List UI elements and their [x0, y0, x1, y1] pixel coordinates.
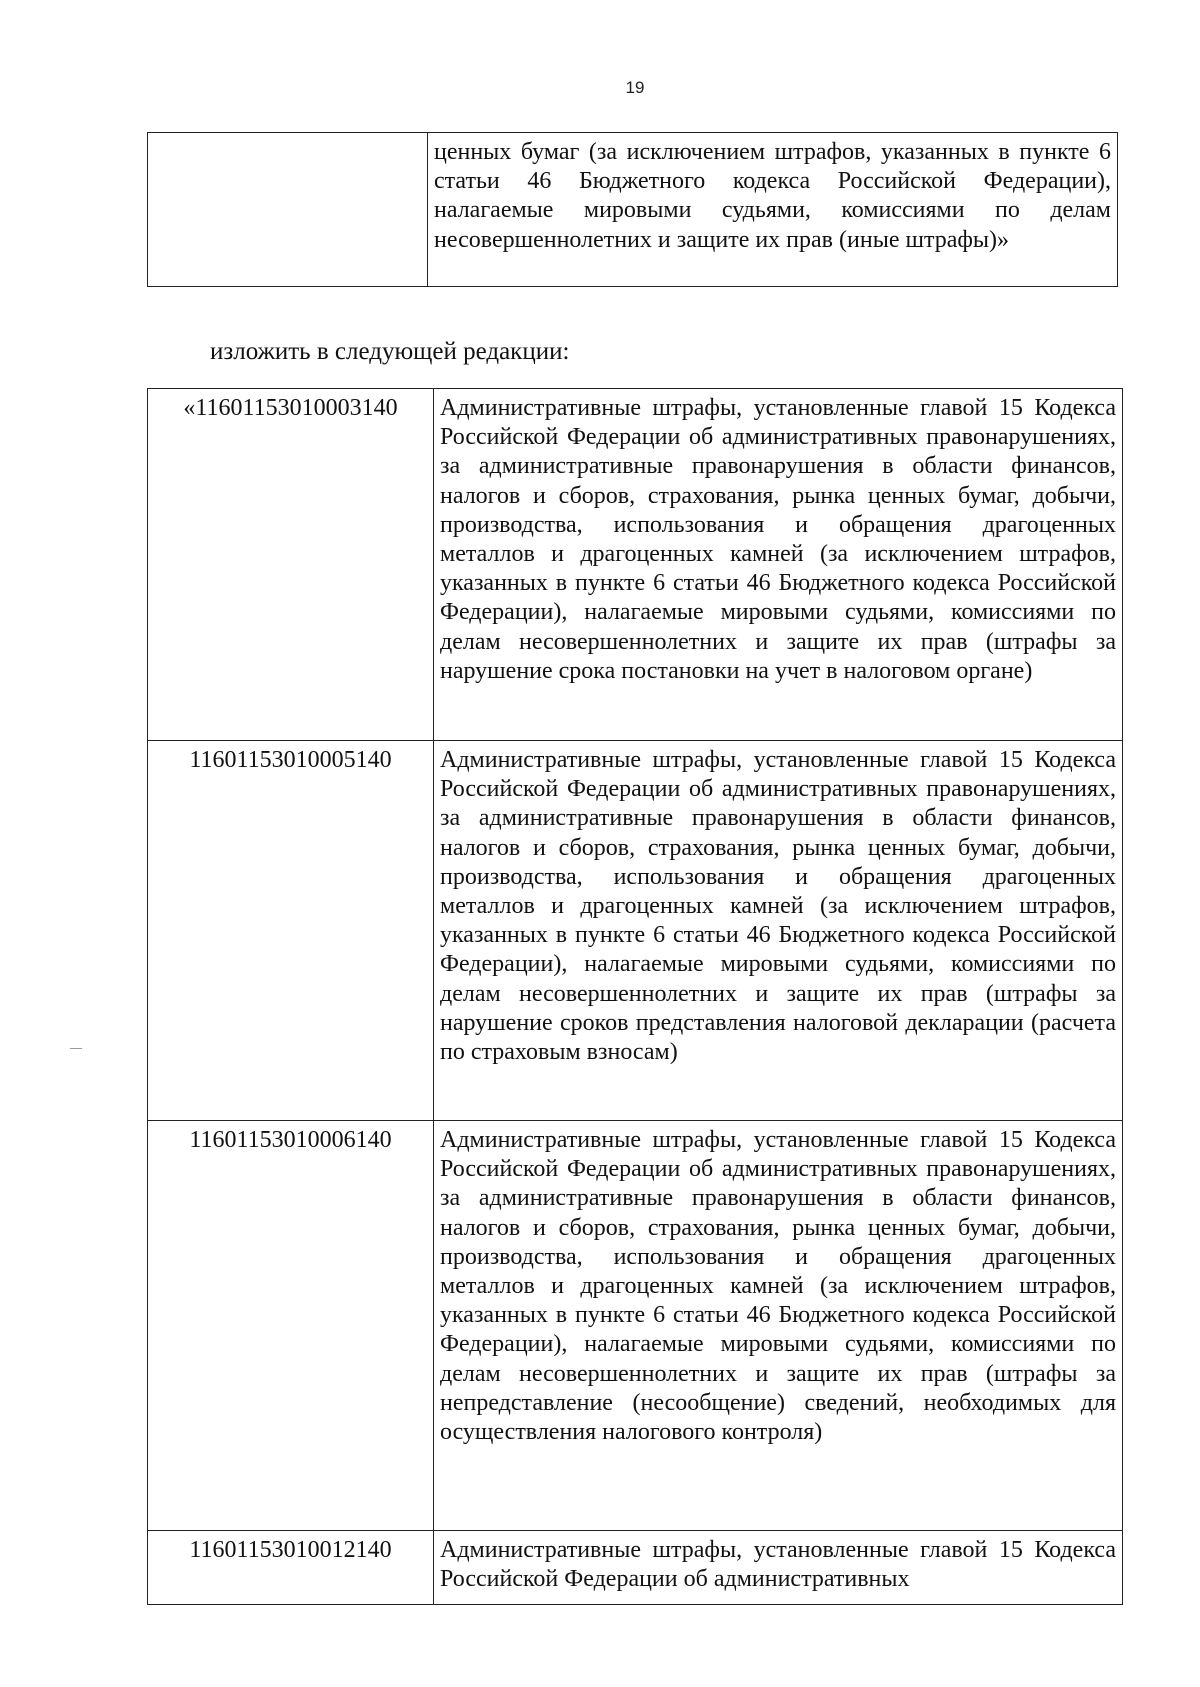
description-cell: Административные штрафы, установленные главой 15 Кодекса Российской Федерации об административных правонарушениях, за административные правонарушения в области финансов, налогов и сборов, страхования, рынка ценных бумаг, добычи, производства, использования и обращения драгоценных металлов и драгоценных камней (за исключением штрафов, указанных в пункте 6 статьи 46 Бюджетного кодекса Российской Федерации), налагаемые мировыми судьями, комиссиями по делам несовершеннолетних и защите их прав (штрафы за нарушение сроков представления налоговой декларации (расчета по страховым взносам): [434, 741, 1123, 1121]
budget-code-cell: [148, 133, 428, 287]
description-cell: ценных бумаг (за исключением штрафов, указанных в пункте 6 статьи 46 Бюджетного кодекса Российской Федерации), налагаемые мировыми судьями, комиссиями по делам несовершеннолетних и защите их прав (иные штрафы)»: [428, 133, 1118, 287]
description-cell: Административные штрафы, установленные главой 15 Кодекса Российской Федерации об административных: [434, 1531, 1123, 1605]
table-row: [148, 133, 1118, 287]
budget-code-cell: 11601153010006140: [148, 1121, 434, 1531]
table-row: [148, 1121, 1123, 1531]
table-row: [148, 1531, 1123, 1605]
description-cell: Административные штрафы, установленные главой 15 Кодекса Российской Федерации об административных правонарушениях, за административные правонарушения в области финансов, налогов и сборов, страхования, рынка ценных бумаг, добычи, производства, использования и обращения драгоценных металлов и драгоценных камней (за исключением штрафов, указанных в пункте 6 статьи 46 Бюджетного кодекса Российской Федерации), налагаемые мировыми судьями, комиссиями по делам несовершеннолетних и защите их прав (штрафы за непредставление (несообщение) сведений, необходимых для осуществления налогового контроля): [434, 1121, 1123, 1531]
margin-mark: [70, 1048, 82, 1049]
old-wording-table: [147, 132, 1118, 287]
budget-code-cell: «11601153010003140: [148, 389, 434, 741]
table-row: [148, 389, 1123, 741]
description-cell: Административные штрафы, установленные главой 15 Кодекса Российской Федерации об административных правонарушениях, за административные правонарушения в области финансов, налогов и сборов, страхования, рынка ценных бумаг, добычи, производства, использования и обращения драгоценных металлов и драгоценных камней (за исключением штрафов, указанных в пункте 6 статьи 46 Бюджетного кодекса Российской Федерации), налагаемые мировыми судьями, комиссиями по делам несовершеннолетних и защите их прав (штрафы за нарушение срока постановки на учет в налоговом органе): [434, 389, 1123, 741]
budget-code-cell: 11601153010012140: [148, 1531, 434, 1605]
page-number: 19: [625, 78, 645, 97]
new-wording-table: [147, 388, 1123, 1605]
intro-text: изложить в следующей редакции:: [210, 338, 570, 365]
table-row: [148, 741, 1123, 1121]
budget-code-cell: 11601153010005140: [148, 741, 434, 1121]
